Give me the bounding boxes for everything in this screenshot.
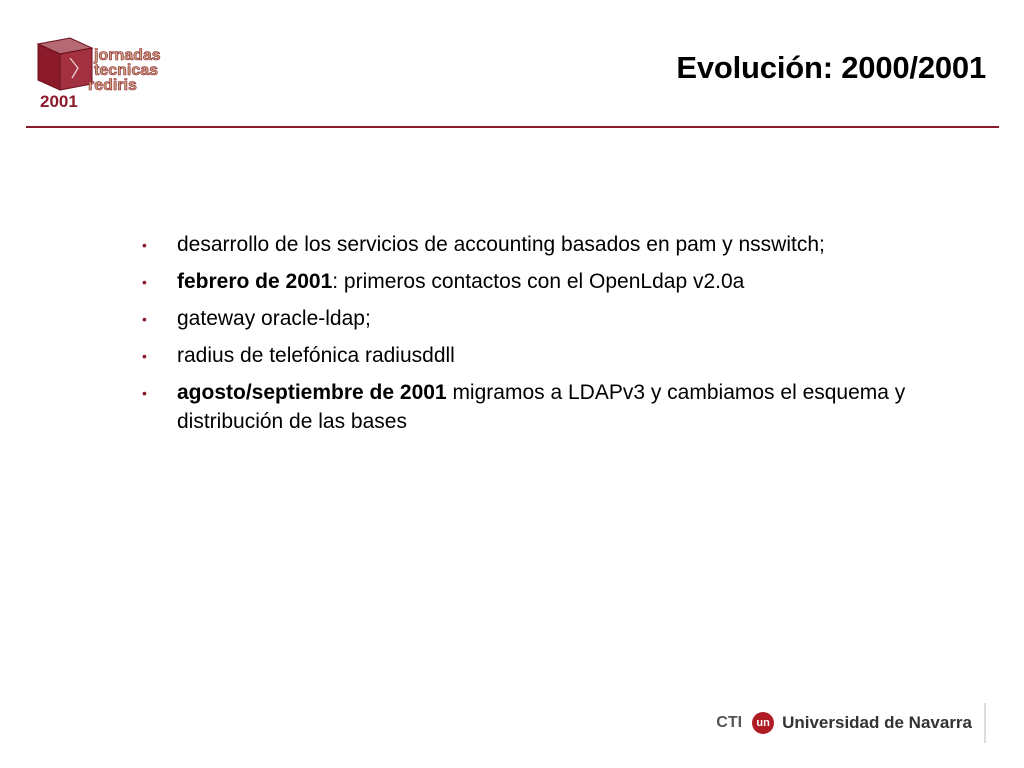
bullet-text: migramos a LDAPv3 y cambiamos el esquema y distribución de las bases [177,381,906,433]
jornadas-tecnicas-logo [32,34,182,114]
list-item [142,378,942,436]
bullet-bold: agosto/septiembre de 2001 [177,381,447,404]
university-logo-icon: un [752,712,774,734]
bullet-icon: • [142,311,147,327]
logo-line-3: rediris [88,77,137,94]
list-item [142,267,942,296]
bullet-text: : primeros contactos con el OpenLdap v2.0a [332,270,745,293]
logo-line-1: jornadas [94,47,161,64]
bullet-bold: febrero de 2001 [177,270,333,293]
bullet-text: radius de telefónica radiusddll [177,344,455,367]
footer-university-name: Universidad de Navarra [782,713,972,732]
footer-cti-label: CTI [716,714,743,731]
bullet-text: desarrollo de los servicios de accounting basados en pam y nsswitch; [177,233,825,256]
bullet-icon: • [142,385,147,401]
bullet-icon: • [142,348,147,364]
footer-divider [984,703,986,743]
logo-line-2: tecnicas [94,62,159,79]
bullet-icon: • [142,237,147,253]
bullet-list [142,230,942,444]
title-divider [26,126,999,128]
page-title: Evolución: 2000/2001 [676,50,986,85]
list-item [142,341,942,370]
logo-year: 2001 [40,92,78,111]
list-item [142,304,942,333]
cube-icon [38,38,92,90]
footer [716,708,986,738]
list-item [142,230,942,259]
bullet-text: gateway oracle-ldap; [177,307,371,330]
bullet-icon: • [142,274,147,290]
